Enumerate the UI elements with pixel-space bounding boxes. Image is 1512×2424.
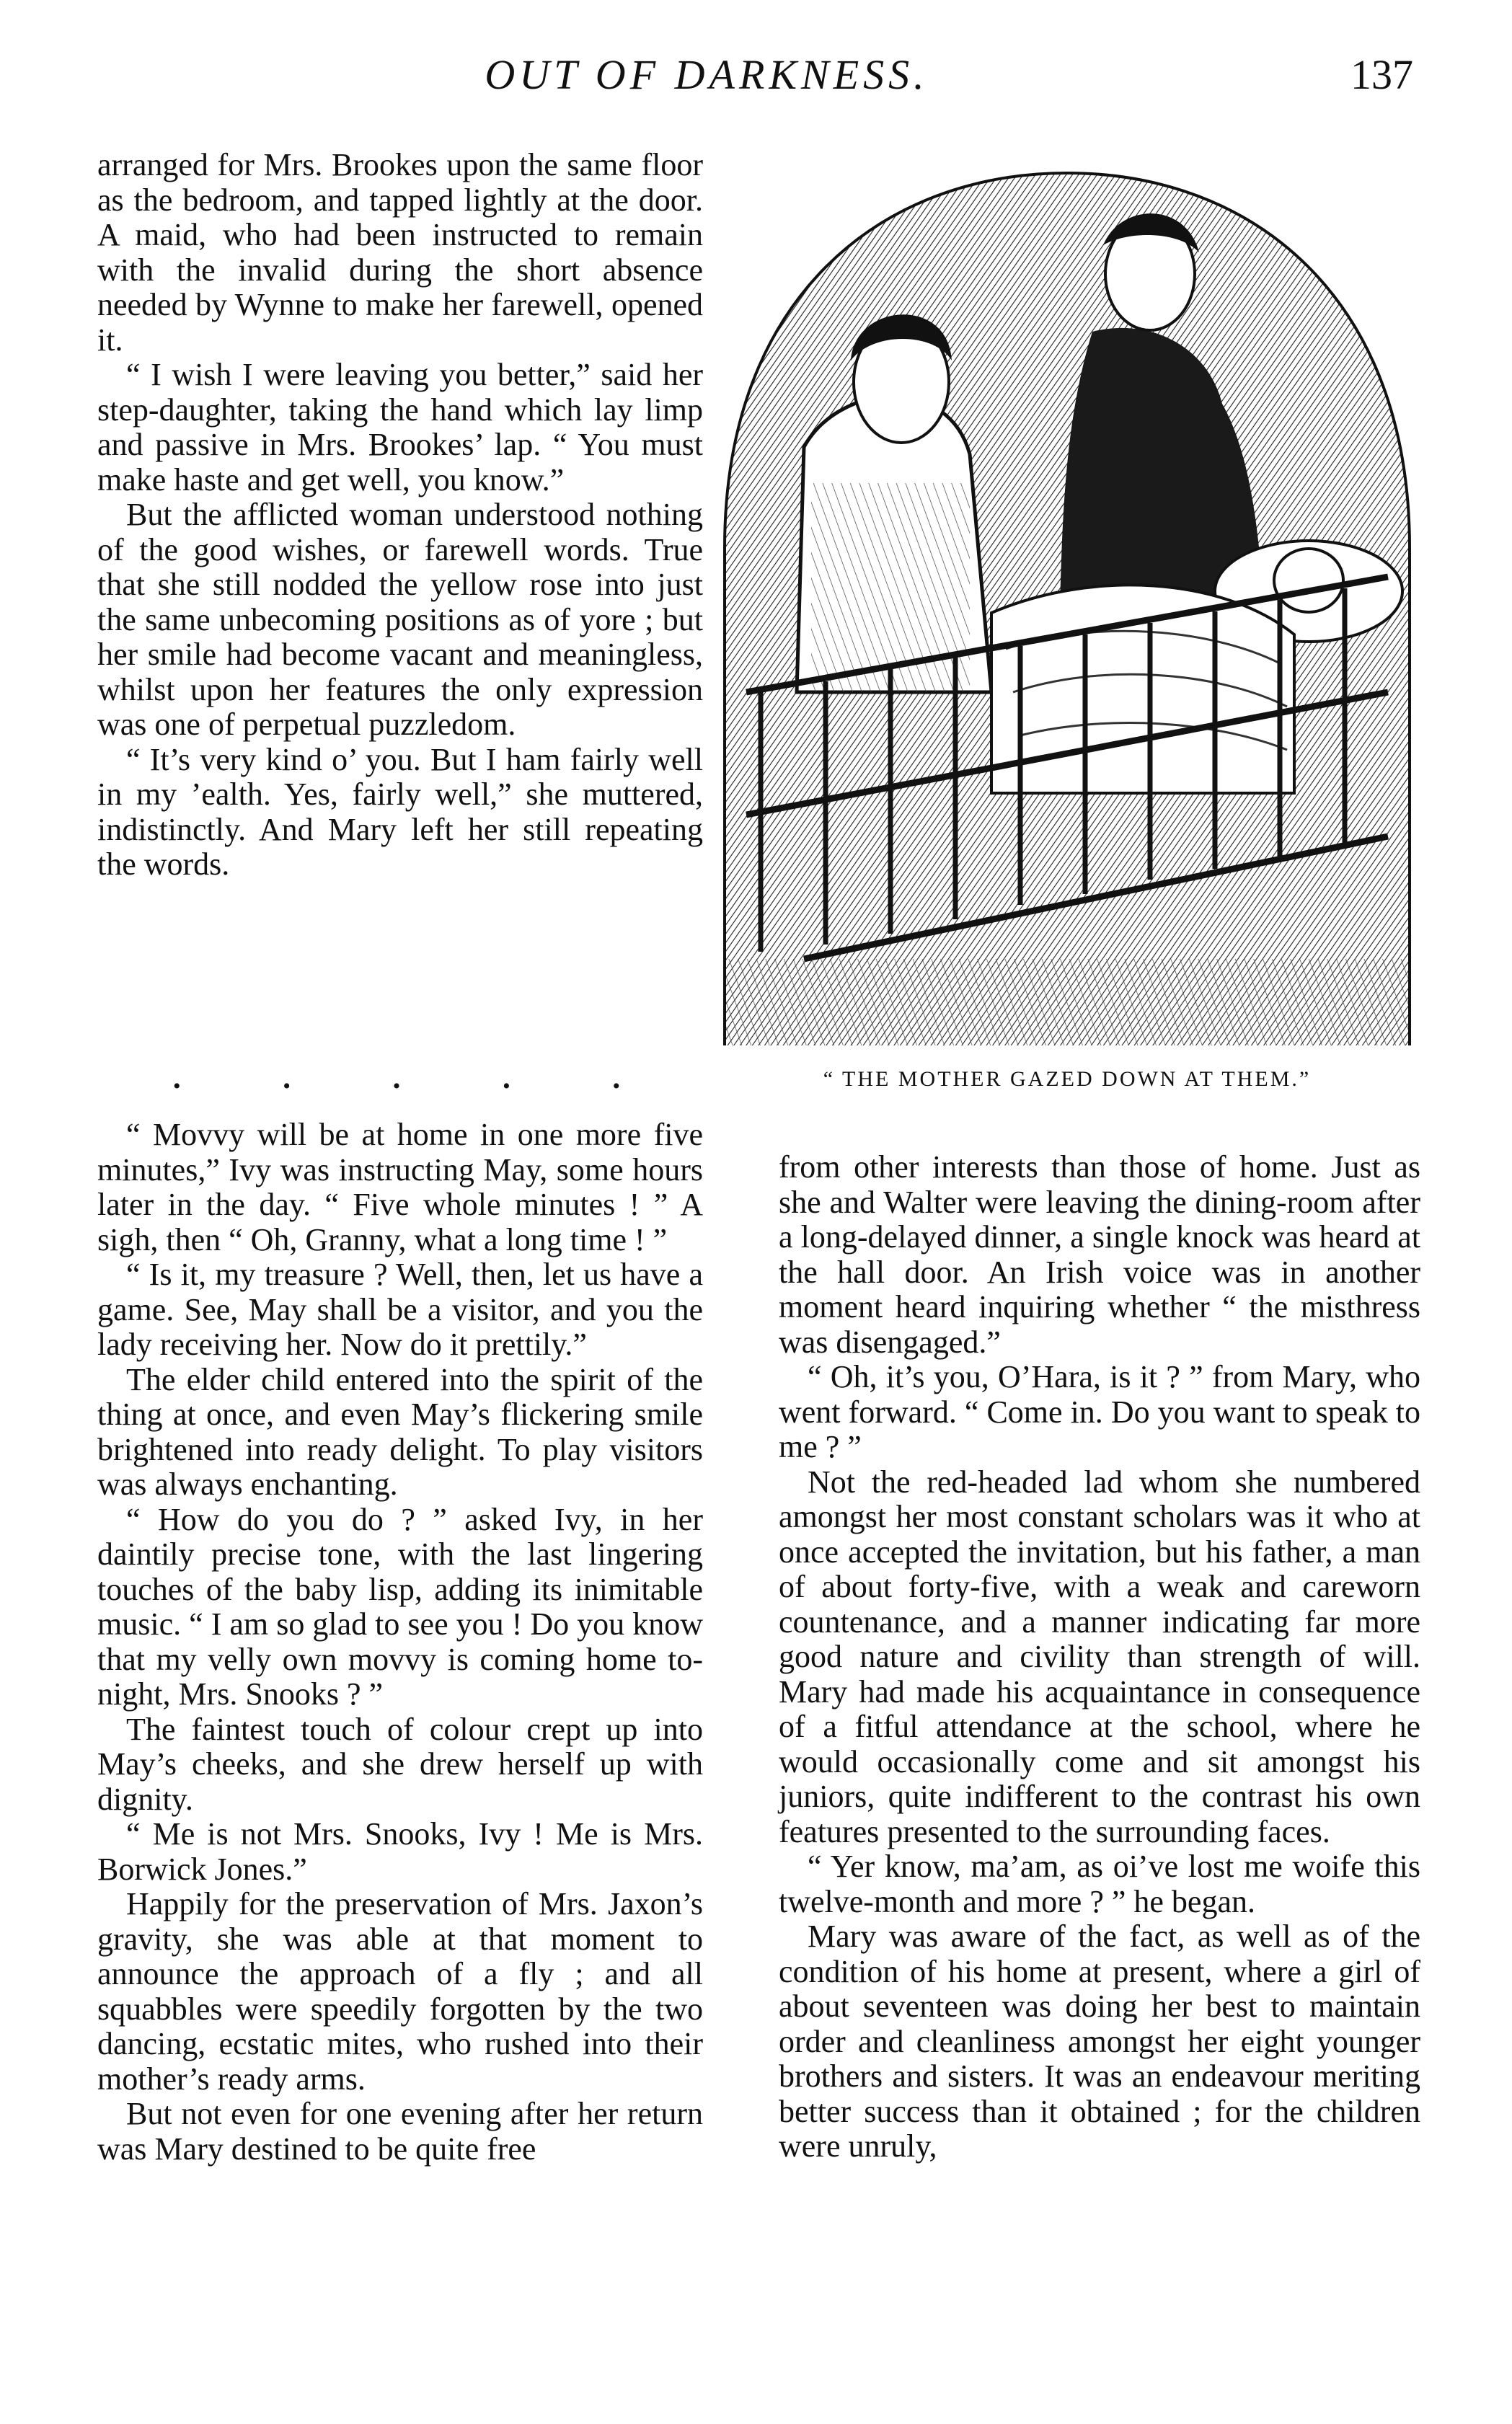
paragraph: arranged for Mrs. Brookes upon the same floor as the bedroom, and tapped lightly at the door. A maid, who had been instructed to remain with the invalid during the short absence needed by Wynne to make her farewell, opened it. [97, 147, 703, 358]
paragraph: “ Is it, my treasure ? Well, then, let us have a game. See, May shall be a visitor, and you the lady receiving her. Now do it prettily.” [97, 1257, 703, 1362]
paragraph: Happily for the preservation of Mrs. Jaxon’s gravity, she was able at that moment to announce the approach of a fly ; and all squabbles were speedily forgotten by the two dancing, ecstatic mites, who rushed into their mother’s ready arms. [97, 1886, 703, 2097]
seated-woman-dress-shade [811, 483, 970, 692]
sleeping-child-face [1274, 549, 1343, 612]
floor-shading [717, 959, 1417, 1053]
paragraph: The elder child entered into the spirit of the thing at once, and even May’s flickering smile brightened into ready delight. To play visitors was always enchanting. [97, 1361, 703, 1502]
page-number: 137 [1350, 51, 1413, 98]
divider-mark: • [392, 1074, 401, 1098]
paragraph: “ I wish I were leaving you better,” said her step-daughter, taking the hand which lay limp and passive in Mrs. Brookes’ lap. “ You must make haste and get well, you know.” [97, 357, 703, 497]
divider-mark: • [612, 1074, 620, 1098]
paragraph: But the afflicted woman understood nothing of the good wishes, or farewell words. True that she still nodded the yellow rose into just the same unbecoming positions as of yore ; but her smile had become vacant and meaningless, whilst upon her features the only expression was one of perpetual puzzledom. [97, 497, 703, 742]
section-divider [173, 1074, 620, 1103]
paragraph: “ It’s very kind o’ you. But I ham fairly well in my ’ealth. Yes, fairly well,” she muttered, indistinctly. And Mary left her still repeating the words. [97, 741, 703, 882]
illustration-caption: “ THE MOTHER GAZED DOWN AT THEM.” [823, 1067, 1312, 1091]
paragraph: “ Oh, it’s you, O’Hara, is it ? ” from Mary, who went forward. “ Come in. Do you want to speak to me ? ” [779, 1359, 1420, 1464]
paragraph: “ How do you do ? ” asked Ivy, in her daintily precise tone, with the last lingering touches of the baby lisp, adding its inimitable music. “ I am so glad to see you ! Do you know that my velly own movvy is coming home to-night, Mrs. Snooks ? ” [97, 1501, 703, 1712]
divider-mark: • [503, 1074, 510, 1098]
divider-mark: • [283, 1074, 291, 1098]
illustration-engraving [717, 144, 1417, 1053]
running-title: OUT OF DARKNESS. [485, 51, 929, 98]
paragraph: Not the red-headed lad whom she numbered amongst her most constant scholars was it who at once accepted the invitation, but his father, a man of about forty-five, with a weak and careworn countenance, and a manner indicating far more good nature and civility than strength of will. Mary had made his acquaintance in consequence of a fitful attendance at the school, where he would occasionally come and sit amongst his juniors, quite indifferent to the contrast his own features presented to the surrounding faces. [779, 1464, 1420, 1849]
column-top-left [97, 148, 703, 883]
paragraph: But not even for one evening after her return was Mary destined to be quite free [97, 2096, 703, 2167]
column-bottom-right [779, 1150, 1420, 2164]
column-bottom-left [97, 1118, 703, 2167]
divider-mark: • [173, 1074, 181, 1098]
paragraph: “ Yer know, ma’am, as oi’ve lost me woife this twelve-month and more ? ” he began. [779, 1849, 1420, 1919]
engraving-crib-scene [717, 144, 1417, 1053]
running-head [0, 50, 1413, 115]
paragraph: “ Me is not Mrs. Snooks, Ivy ! Me is Mrs. Borwick Jones.” [97, 1816, 703, 1887]
paragraph: Mary was aware of the fact, as well as of the condition of his home at present, where a girl of about seventeen was doing her best to maintain order and cleanliness amongst her eight younger brothers and sisters. It was an endeavour meriting better success than it obtained ; for the children were unruly, [779, 1919, 1420, 2164]
paragraph: The faintest touch of colour crept up into May’s cheeks, and she drew herself up with dignity. [97, 1711, 703, 1817]
paragraph: “ Movvy will be at home in one more five minutes,” Ivy was instructing May, some hours later in the day. “ Five whole minutes ! ” A sigh, then “ Oh, Granny, what a long time ! ” [97, 1117, 703, 1257]
paragraph: from other interests than those of home. Just as she and Walter were leaving the dining-room after a long-delayed dinner, a single knock was heard at the hall door. An Irish voice was in another moment heard inquiring whether “ the misthress was disengaged.” [779, 1149, 1420, 1360]
